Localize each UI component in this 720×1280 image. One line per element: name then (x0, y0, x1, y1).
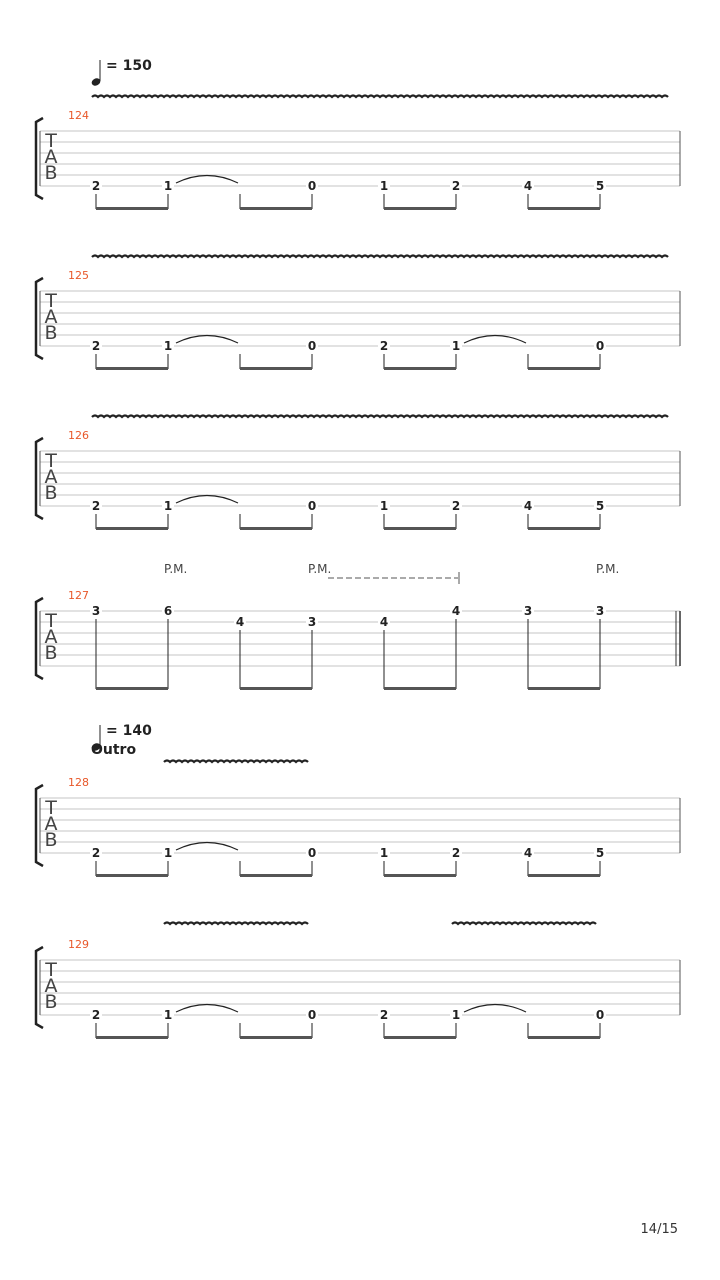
fret-number: 5 (595, 179, 605, 193)
beam (240, 367, 312, 370)
fret-number: 4 (451, 604, 461, 618)
tab-clef-b: B (44, 322, 58, 344)
beam (96, 874, 168, 877)
fret-number: 0 (307, 846, 317, 860)
beam (384, 527, 456, 530)
fret-number: 1 (379, 179, 389, 193)
beam (528, 207, 600, 210)
palm-mute-label: P.M. (164, 562, 188, 576)
beam (240, 1036, 312, 1039)
fret-number: 2 (379, 1008, 389, 1022)
fret-number: 1 (163, 499, 173, 513)
beam (384, 207, 456, 210)
fret-number: 0 (307, 1008, 317, 1022)
tab-clef-t: T (45, 450, 57, 472)
fret-number: 0 (595, 339, 605, 353)
beam (240, 874, 312, 877)
fret-number: 1 (451, 339, 461, 353)
vibrato-line (164, 761, 308, 763)
tab-clef-t: T (45, 797, 57, 819)
fret-number: 1 (163, 1008, 173, 1022)
fret-number: 1 (163, 179, 173, 193)
fret-number: 1 (379, 499, 389, 513)
fret-number: 2 (91, 339, 101, 353)
tab-clef-a: A (44, 306, 58, 328)
page-number: 14/15 (640, 1222, 678, 1237)
tab-clef-t: T (45, 610, 57, 632)
fret-number: 1 (163, 846, 173, 860)
tab-clef-b: B (44, 991, 58, 1013)
measure-number: 126 (68, 429, 89, 442)
tab-clef-b: B (44, 829, 58, 851)
tie (176, 336, 238, 344)
fret-number: 0 (307, 499, 317, 513)
beam (96, 687, 168, 690)
fret-number: 2 (379, 339, 389, 353)
tie (464, 336, 526, 344)
beam (96, 527, 168, 530)
measure-number: 125 (68, 269, 89, 282)
fret-number: 5 (595, 499, 605, 513)
tab-clef-t: T (45, 959, 57, 981)
tab-clef-a: A (44, 975, 58, 997)
vibrato-line (164, 923, 308, 925)
fret-number: 2 (451, 846, 461, 860)
measure-number: 124 (68, 109, 89, 122)
fret-number: 0 (595, 1008, 605, 1022)
beam (384, 687, 456, 690)
tab-clef-t: T (45, 130, 57, 152)
tab-system-127 (36, 562, 680, 690)
tab-system-128 (36, 776, 680, 877)
fret-number: 2 (91, 1008, 101, 1022)
fret-number: 6 (163, 604, 173, 618)
tab-clef-a: A (44, 626, 58, 648)
beam (528, 687, 600, 690)
fret-number: 5 (595, 846, 605, 860)
vibrato-line (92, 256, 668, 258)
fret-number: 3 (595, 604, 605, 618)
tempo-marking-0: = 150 (106, 58, 152, 74)
tab-clef-a: A (44, 813, 58, 835)
tie (176, 496, 238, 504)
fret-number: 4 (523, 846, 533, 860)
fret-number: 4 (379, 615, 389, 629)
beam (240, 527, 312, 530)
beam (528, 874, 600, 877)
tab-clef-b: B (44, 482, 58, 504)
measure-number: 128 (68, 776, 89, 789)
tab-system-125 (36, 269, 680, 370)
beam (528, 527, 600, 530)
tab-system-129 (36, 938, 680, 1039)
measure-number: 127 (68, 589, 89, 602)
vibrato-line (92, 96, 668, 98)
fret-number: 0 (307, 339, 317, 353)
measure-number: 129 (68, 938, 89, 951)
palm-mute-label: P.M. (308, 562, 332, 576)
tie (176, 843, 238, 851)
beam (528, 367, 600, 370)
tab-system-124 (36, 109, 680, 210)
fret-number: 3 (523, 604, 533, 618)
fret-number: 2 (91, 846, 101, 860)
tie (176, 1005, 238, 1013)
beam (528, 1036, 600, 1039)
tab-clef-a: A (44, 466, 58, 488)
tab-clef-t: T (45, 290, 57, 312)
beam (384, 1036, 456, 1039)
beam (384, 367, 456, 370)
fret-number: 1 (163, 339, 173, 353)
tab-clef-a: A (44, 146, 58, 168)
beam (240, 207, 312, 210)
tempo-marking-1: = 140 (106, 723, 152, 739)
beam (96, 367, 168, 370)
fret-number: 1 (451, 1008, 461, 1022)
beam (384, 874, 456, 877)
fret-number: 2 (451, 499, 461, 513)
tab-clef-b: B (44, 162, 58, 184)
beam (96, 1036, 168, 1039)
fret-number: 0 (307, 179, 317, 193)
fret-number: 4 (235, 615, 245, 629)
fret-number: 2 (91, 179, 101, 193)
vibrato-line (92, 416, 668, 418)
beam (240, 687, 312, 690)
fret-number: 3 (91, 604, 101, 618)
beam (96, 207, 168, 210)
tie (176, 176, 238, 184)
section-label: Outro (91, 742, 137, 758)
fret-number: 4 (523, 499, 533, 513)
fret-number: 4 (523, 179, 533, 193)
vibrato-line (452, 923, 596, 925)
fret-number: 1 (379, 846, 389, 860)
fret-number: 2 (451, 179, 461, 193)
fret-number: 3 (307, 615, 317, 629)
palm-mute-label: P.M. (596, 562, 620, 576)
tie (464, 1005, 526, 1013)
fret-number: 2 (91, 499, 101, 513)
tab-clef-b: B (44, 642, 58, 664)
tab-system-126 (36, 429, 680, 530)
